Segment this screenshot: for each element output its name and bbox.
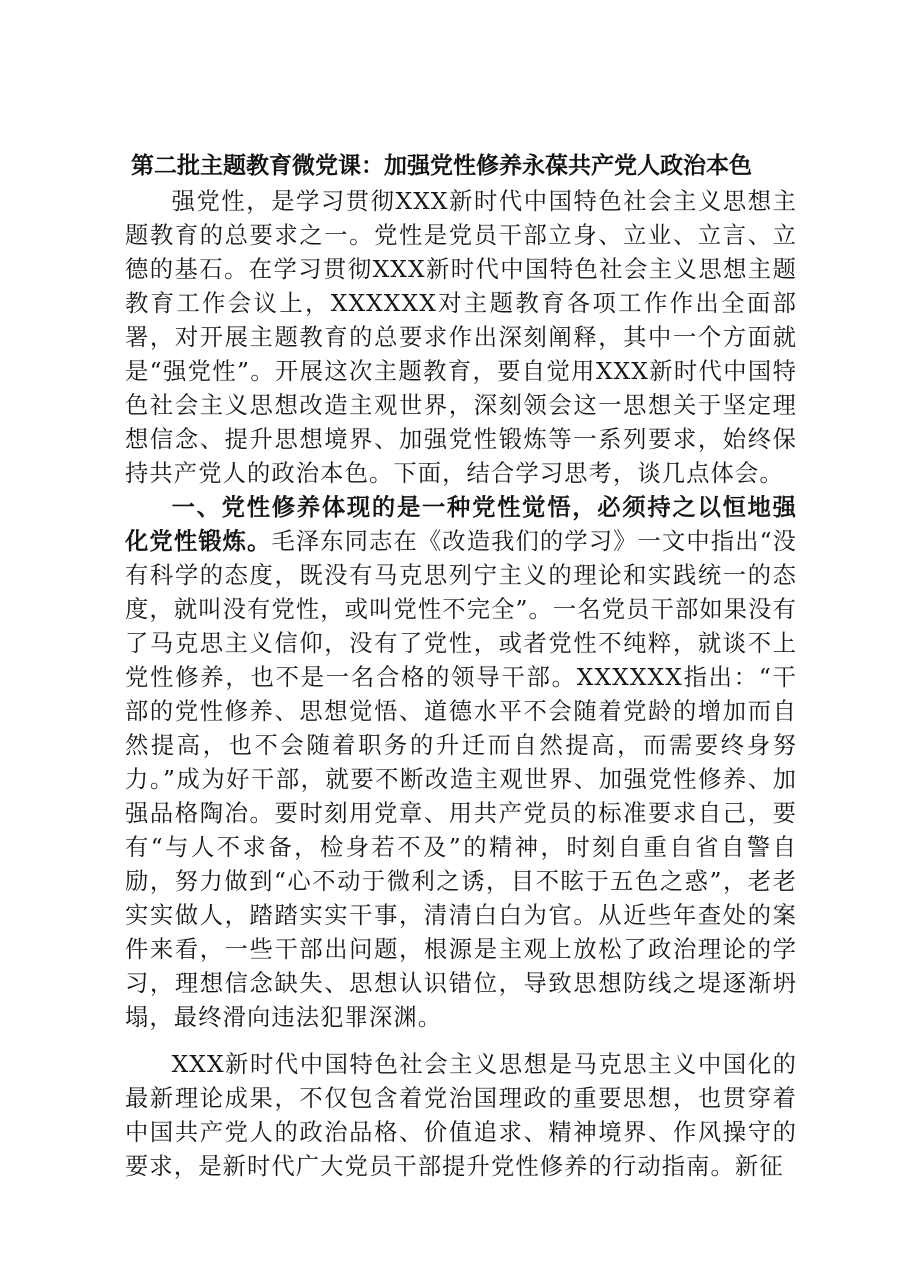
section-heading: 一、党性修养体现的是一种党性觉悟，必须持之以恒地强化党性锻炼。 xyxy=(125,494,797,555)
paragraph-intro: 强党性，是学习贯彻XXX新时代中国特色社会主义思想主题教育的总要求之一。党性是党员干部立身、立业、立言、立德的基石。在学习贯彻XXX新时代中国特色社会主义思想主题教育工作会议上，XXXXXX对主题教育各项工作作出全面部署，对开展主题教育的总要求作出深刻阐释，其中一个方面就是“强党性”。开展这次主题教育，要自觉用XXX新时代中国特色社会主义思想改造主观世界，深刻领会这一思想关于坚定理想信念、提升思想境界、加强党性锻炼等一系列要求，始终保持共产党人的政治本色。下面，结合学习思考，谈几点体会。 xyxy=(125,188,797,487)
paragraph-theory: XXX新时代中国特色社会主义思想是马克思主义中国化的最新理论成果，不仅包含着党治国理政的重要思想，也贯穿着中国共产党人的政治品格、价值追求、精神境界、作风操守的要求，是新时代广大党员干部提升党性修养的行动指南。新征 xyxy=(125,1051,797,1180)
document-body xyxy=(125,185,797,1184)
document-title: 第二批主题教育微党课：加强党性修养永葆共产党人政治本色 xyxy=(131,152,752,179)
section-1-body: 毛泽东同志在《改造我们的学习》一文中指出“没有科学的态度，既没有马克思列宁主义的理论和实践统一的态度，就叫没有党性，或叫党性不完全”。一名党员干部如果没有了马克思主义信仰，没有了党性，或者党性不纯粹，就谈不上党性修养，也不是一名合格的领导干部。XXXXXX指出：“干部的党性修养、思想觉悟、道德水平不会随着党龄的增加而自然提高，也不会随着职务的升迁而自然提高，而需要终身努力。”成为好干部，就要不断改造主观世界、加强党性修养、加强品格陶冶。要时刻用党章、用共产党员的标准要求自己，要有“与人不求备，检身若不及”的精神，时刻自重自省自警自励，努力做到“心不动于微利之诱，目不眩于五色之惑”，老老实实做人，踏踏实实干事，清清白白为官。从近些年查处的案件来看，一些干部出问题，根源是主观上放松了政治理论的学习，理想信念缺失、思想认识错位，导致思想防线之堤逐渐坍塌，最终滑向违法犯罪深渊。 xyxy=(125,528,798,1031)
paragraph-section-1 xyxy=(125,491,797,1035)
